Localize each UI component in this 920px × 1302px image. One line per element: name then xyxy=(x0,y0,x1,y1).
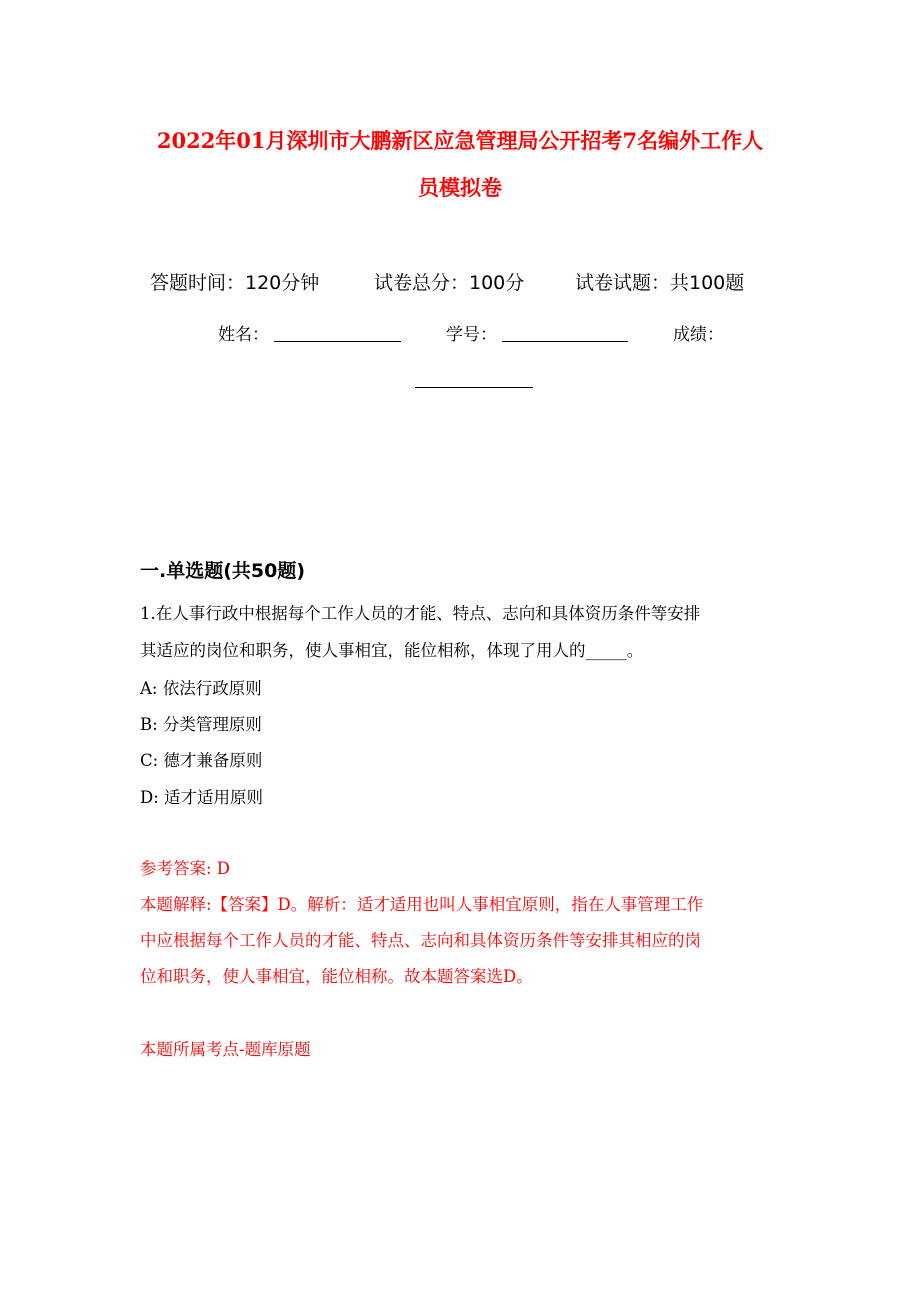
question-stem-line-1: 1.在人事行政中根据每个工作人员的才能、特点、志向和具体资历条件等安排 xyxy=(140,604,701,623)
explanation-line-3: 位和职务，使人事相宜，能位相称。故本题答案选D。 xyxy=(140,967,533,986)
explanation-line-2: 中应根据每个工作人员的才能、特点、志向和具体资历条件等安排其相应的岗 xyxy=(140,931,701,950)
option-d: D: 适才适用原则 xyxy=(140,788,264,807)
section-heading: 一.单选题(共50题) xyxy=(140,560,306,582)
reference-answer: 参考答案: D xyxy=(140,859,231,878)
total-score: 试卷总分：100分 xyxy=(374,272,525,294)
question-stem-line-2: 其适应的岗位和职务，使人事相宜，能位相称，体现了用人的_____。 xyxy=(140,641,644,660)
explanation-line-1: 本题解释:【答案】D。解析：适才适用也叫人事相宜原则，指在人事管理工作 xyxy=(140,895,704,914)
grade-blank-line xyxy=(415,387,533,388)
option-c: C: 德才兼备原则 xyxy=(140,751,263,770)
exam-title-line-2: 员模拟卷 xyxy=(418,175,502,200)
student-id-label: 学号： xyxy=(446,325,497,345)
name-blank-line xyxy=(274,341,401,342)
name-label: 姓名： xyxy=(218,325,269,345)
grade-label: 成绩： xyxy=(673,325,724,345)
topic-note: 本题所属考点-题库原题 xyxy=(140,1040,311,1059)
option-a: A: 依法行政原则 xyxy=(140,679,262,698)
option-b: B: 分类管理原则 xyxy=(140,715,262,734)
exam-title-line-1: 2022年01月深圳市大鹏新区应急管理局公开招考7名编外工作人 xyxy=(156,128,764,153)
answer-time: 答题时间：120分钟 xyxy=(150,272,320,294)
question-count: 试卷试题：共100题 xyxy=(575,272,745,294)
student-id-blank-line xyxy=(502,341,628,342)
